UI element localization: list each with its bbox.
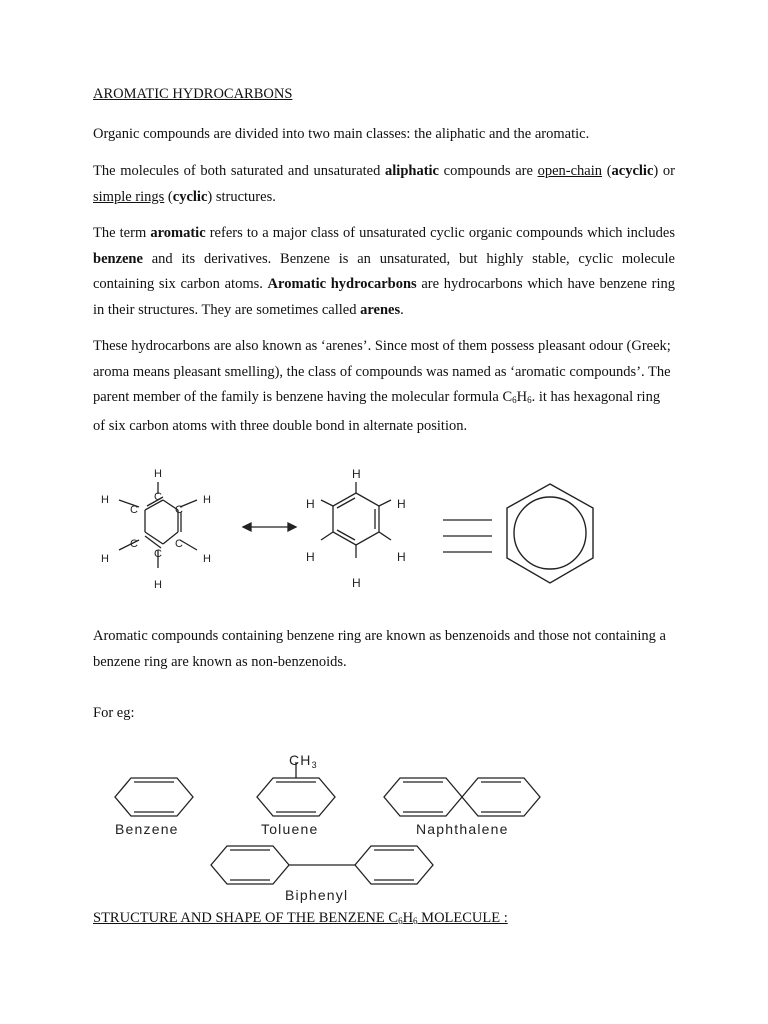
atom-label: H (352, 576, 361, 590)
text: ) or (653, 163, 675, 179)
bold-term: acyclic (611, 163, 654, 179)
toluene-structure (257, 762, 335, 816)
paragraph-intro (93, 122, 675, 148)
text: The term (93, 225, 151, 241)
atom-label: H (203, 494, 211, 506)
subscript: 6 (512, 395, 517, 405)
atom-label: H (154, 579, 162, 591)
text: H (402, 910, 414, 926)
label-benzene: Benzene (115, 821, 179, 837)
label-toluene: Toluene (261, 821, 319, 837)
text: refers to a major class of unsaturated cyclic organic compounds which includes (205, 225, 675, 241)
ch3-label: $CH_3$ (289, 752, 318, 770)
atom-label: C (154, 548, 162, 560)
atom-label: H (203, 553, 211, 565)
text: Aromatic compounds containing benzene ring are known as benzenoids and those not containing a benzene ring are known as non-benzenoids. (93, 628, 666, 670)
benzene-structure (115, 778, 193, 816)
atom-label: H (306, 497, 315, 511)
atom-label: C (175, 538, 183, 550)
text: For eg: (93, 705, 135, 721)
atom-label: H (101, 553, 109, 565)
text: compounds are (439, 163, 538, 179)
bold-term: benzene (93, 250, 143, 267)
benzene-circle-structure (507, 484, 593, 583)
paragraph-aromatic (93, 221, 675, 323)
underlined-term: simple rings (93, 188, 165, 205)
text: The molecules of both saturated and unsaturated (93, 163, 386, 179)
label-naphthalene: Naphthalene (416, 821, 509, 837)
subscript: 6 (413, 916, 418, 926)
subscript: 6 (527, 395, 532, 405)
text: are hydrocarbons which have benzene ring in their structures. They are sometimes called (93, 276, 676, 318)
atom-label: H (352, 467, 361, 481)
bold-term: cyclic (172, 188, 208, 205)
paragraph-arenes (93, 334, 675, 439)
text: ( (602, 163, 612, 179)
text: MOLECULE : (417, 910, 508, 926)
text: . (400, 301, 404, 318)
atom-label: H (306, 550, 315, 564)
text: and its derivatives. Benzene is an unsaturated, but highly stable, cyclic molecule containing six carbon atoms. (93, 250, 675, 292)
para1-text: Organic compounds are divided into two main classes: the aliphatic and the aromatic. (93, 126, 590, 142)
bold-term: aliphatic (385, 163, 439, 179)
bold-term: aromatic (150, 225, 206, 241)
atom-label: C (130, 538, 138, 550)
atom-label: H (397, 550, 406, 564)
aromatic-examples-figure (93, 750, 593, 905)
bold-term: Aromatic hydrocarbons (267, 276, 417, 292)
text: . it has hexagonal ring of six carbon atoms with three double bond in alternate position. (93, 389, 661, 434)
paragraph-aliphatic (93, 159, 675, 210)
label-biphenyl: Biphenyl (285, 887, 349, 903)
text: ( (164, 188, 173, 205)
text: ) structures. (207, 188, 276, 205)
atom-label: C (130, 504, 138, 516)
paragraph-for-eg (93, 701, 675, 727)
page-title: AROMATIC HYDROCARBONS (93, 86, 293, 102)
atom-label: C (154, 491, 162, 503)
naphthalene-structure (384, 778, 540, 816)
paragraph-benzenoids (93, 624, 675, 675)
text: H (516, 389, 528, 405)
benzene-resonance-figure (93, 460, 693, 600)
resonance-arrow (243, 523, 296, 531)
underlined-term: open-chain (537, 163, 603, 179)
text: These hydrocarbons are also known as ‘arenes’. Since most of them possess pleasant odour (Greek; aroma means pleasant smelling), the class of compounds was named as ‘aromatic compounds’. The parent member of the family is benzene having the molecular formula C (93, 338, 671, 405)
subscript: 6 (398, 916, 403, 926)
bold-term: arenes (360, 301, 401, 318)
section-title-structure (93, 908, 675, 931)
equivalence-sign (443, 520, 492, 552)
atom-label: H (101, 494, 109, 506)
text: STRUCTURE AND SHAPE OF THE BENZENE C (93, 910, 399, 926)
biphenyl-structure (211, 846, 433, 884)
atom-label: H (397, 497, 406, 511)
atom-label: H (154, 468, 162, 480)
atom-label: C (175, 504, 183, 516)
